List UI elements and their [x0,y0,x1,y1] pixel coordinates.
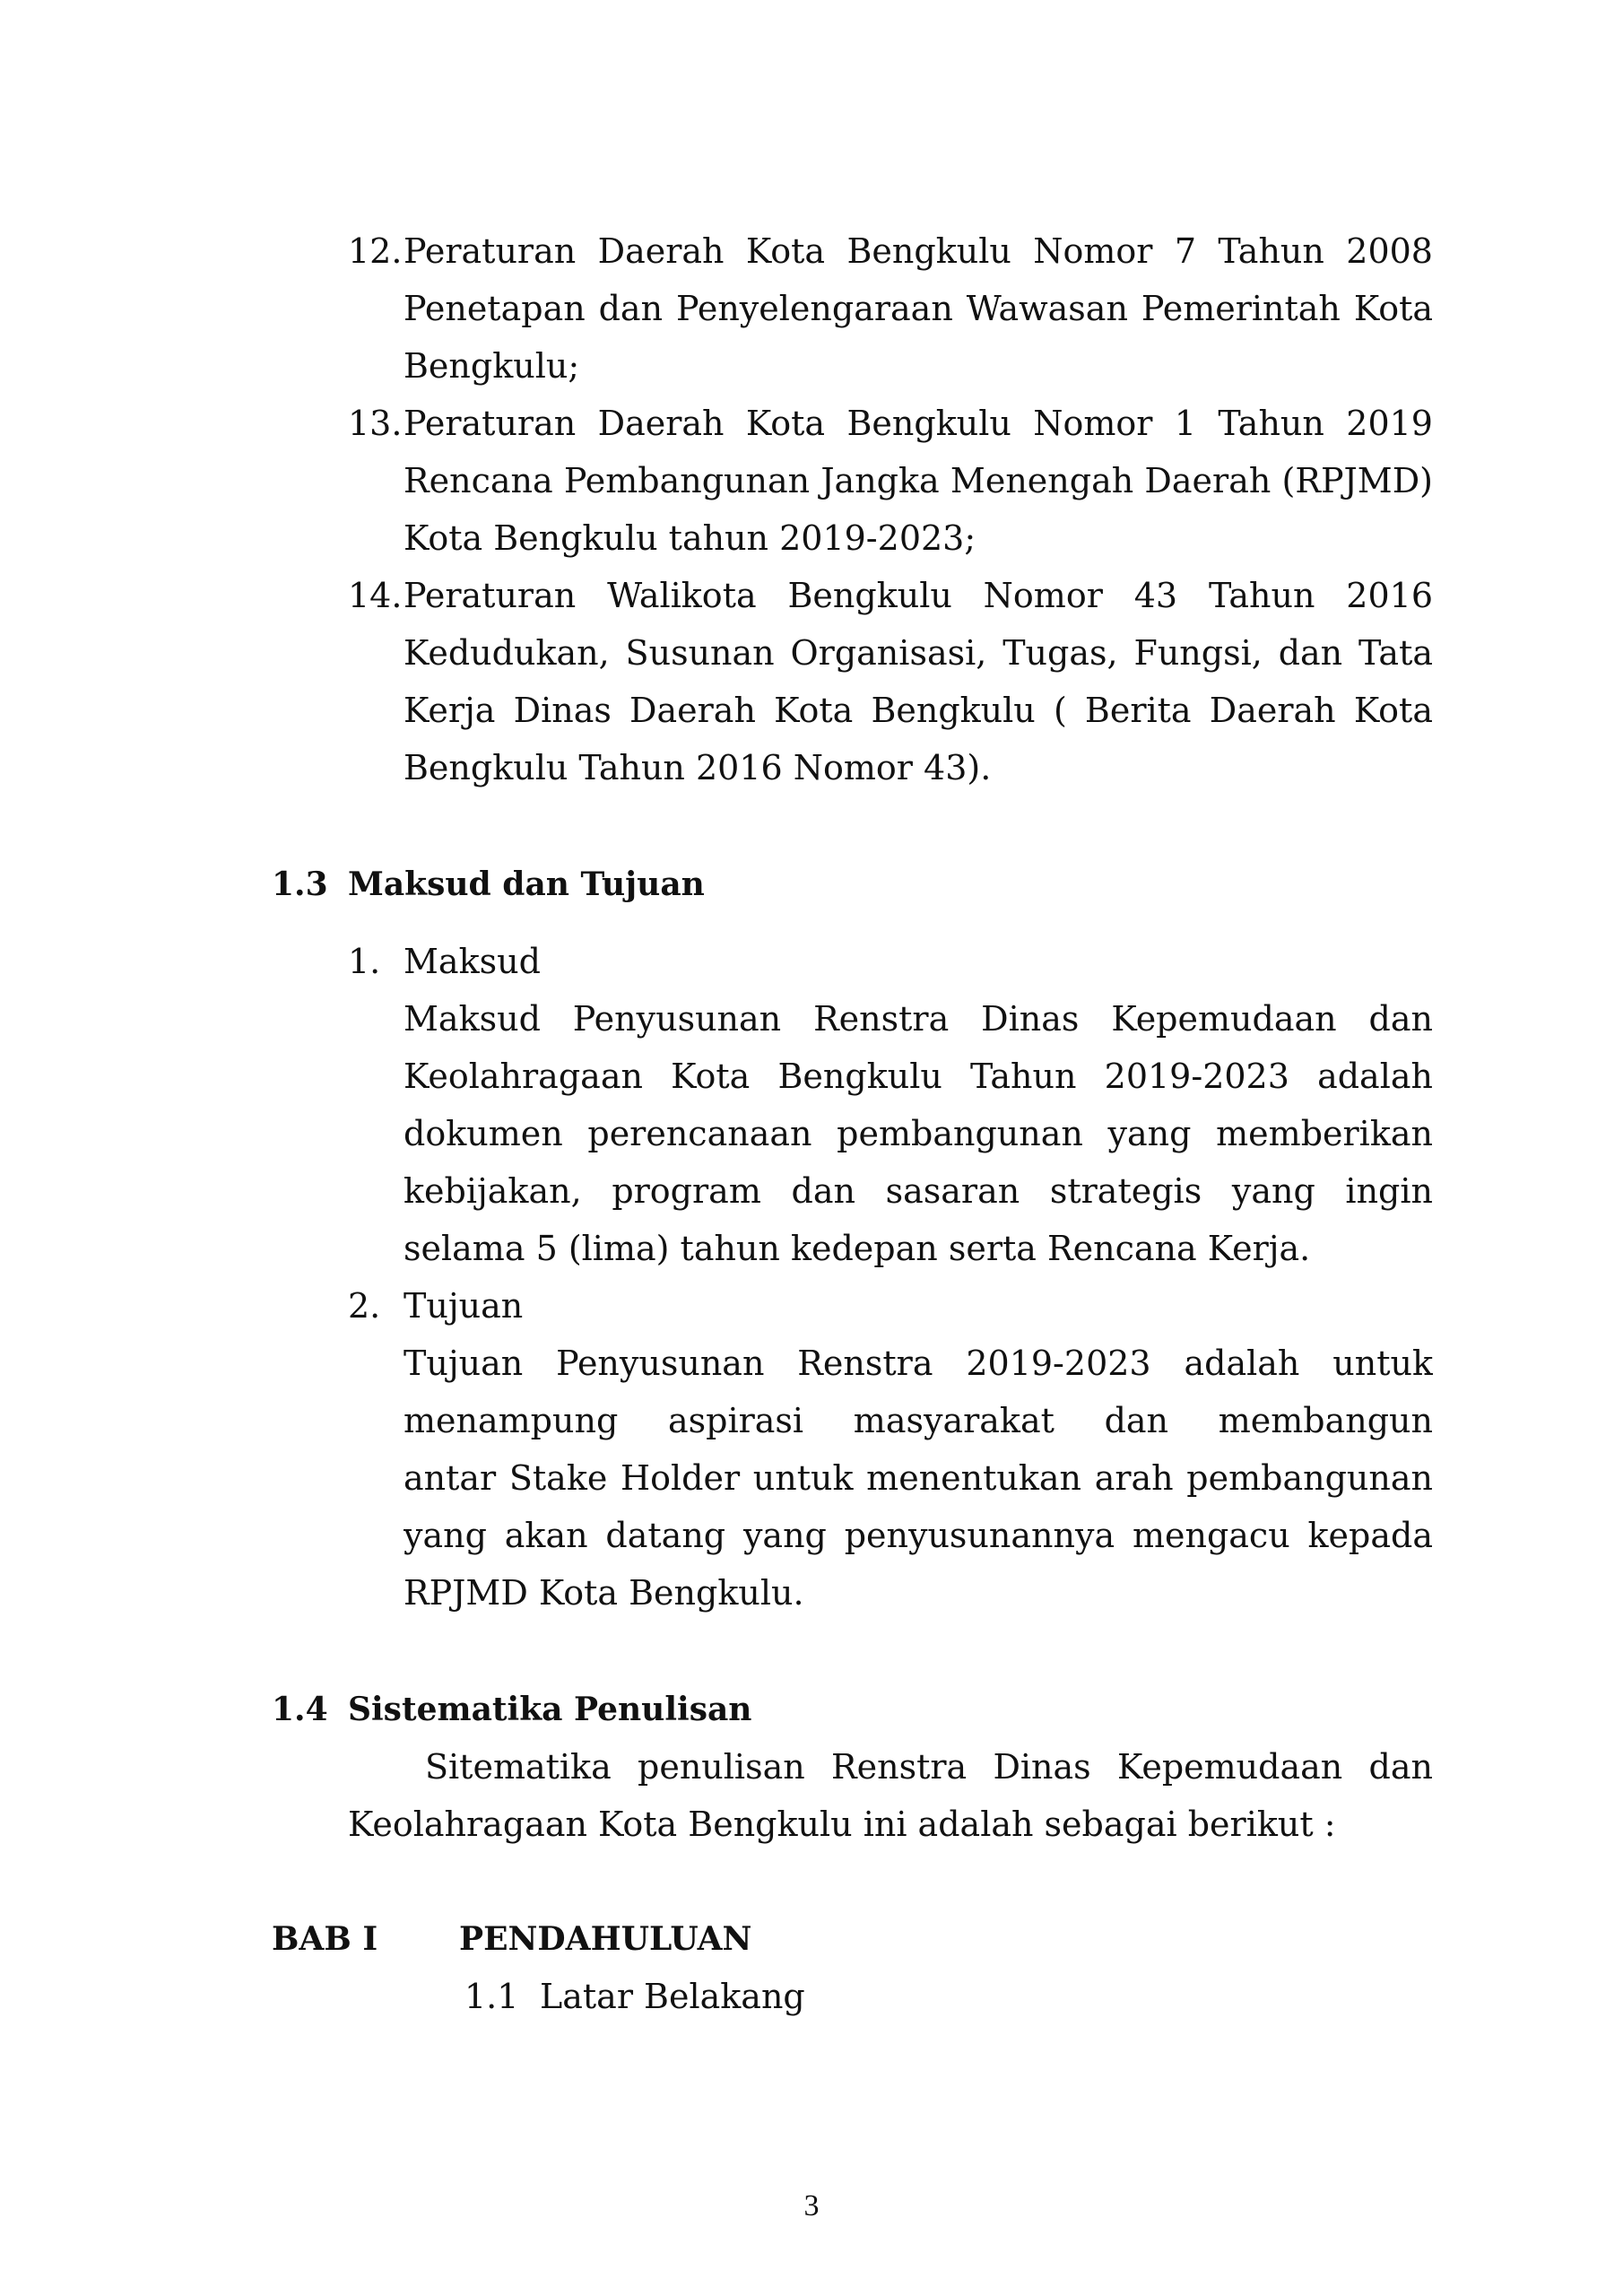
list-item-line: Kota Bengkulu tahun 2019-2023; [404,518,976,558]
list-item-number: 13. [348,404,403,443]
paragraph-line: antar Stake Holder untuk menentukan arah pembangunan [404,1458,1433,1498]
paragraph-line: Sitematika penulisan Renstra Dinas Kepemudaan dan [425,1747,1433,1787]
list-item-line: Bengkulu; [404,346,580,386]
section-title: Maksud dan Tujuan [348,865,705,903]
list-item-text [404,567,1433,796]
section-title: Sistematika Penulisan [348,1691,752,1728]
subsection-paragraph [404,990,1433,1277]
paragraph-line: Keolahragaan Kota Bengkulu ini adalah sebagai berikut : [348,1805,1336,1844]
list-item-number: 12. [348,231,403,271]
chapter-subsection-title: Latar Belakang [540,1977,805,2016]
section-paragraph [348,1738,1433,1853]
list-item-line: Bengkulu Tahun 2016 Nomor 43). [404,748,992,787]
section-number: 1.4 [272,1691,328,1728]
section-number: 1.3 [272,865,328,903]
paragraph-line: RPJMD Kota Bengkulu. [404,1573,804,1613]
subsection-paragraph [404,1335,1433,1622]
paragraph-line: Keolahragaan Kota Bengkulu Tahun 2019-2023 adalah [404,1057,1433,1096]
paragraph-line: menampung aspirasi masyarakat dan membangun [404,1401,1433,1440]
paragraph-line: Tujuan Penyusunan Renstra 2019-2023 adalah untuk [404,1344,1433,1383]
list-item-text [404,222,1433,395]
paragraph-line: Maksud Penyusunan Renstra Dinas Kepemudaan dan [404,999,1433,1039]
chapter-subsection-number: 1.1 [464,1977,519,2016]
list-item-line: Peraturan Daerah Kota Bengkulu Nomor 7 Tahun 2008 [404,231,1433,271]
list-item-line: Peraturan Daerah Kota Bengkulu Nomor 1 Tahun 2019 [404,404,1433,443]
list-item-line: Rencana Pembangunan Jangka Menengah Daerah (RPJMD) [404,461,1433,500]
paragraph-line: dokumen perencanaan pembangunan yang memberikan [404,1114,1433,1153]
page-number: 3 [803,2189,820,2222]
paragraph-line: kebijakan, program dan sasaran strategis yang ingin [404,1171,1433,1211]
chapter-label: BAB I [272,1920,378,1958]
subsection-number: 2. [348,1286,381,1326]
list-item-number: 14. [348,576,403,615]
subsection-title: Maksud [404,942,541,981]
list-item-line: Peraturan Walikota Bengkulu Nomor 43 Tahun 2016 [404,576,1433,615]
list-item-line: Kedudukan, Susunan Organisasi, Tugas, Fungsi, dan Tata [404,633,1433,673]
list-item-text [404,395,1433,567]
list-item-line: Penetapan dan Penyelengaraan Wawasan Pemerintah Kota [404,289,1433,328]
subsection-title: Tujuan [404,1286,524,1326]
paragraph-line: yang akan datang yang penyusunannya mengacu kepada [404,1516,1433,1555]
chapter-title: PENDAHULUAN [459,1920,752,1958]
list-item-line: Kerja Dinas Daerah Kota Bengkulu ( Berita Daerah Kota [404,691,1433,730]
paragraph-line: selama 5 (lima) tahun kedepan serta Rencana Kerja. [404,1229,1311,1268]
subsection-number: 1. [348,942,381,981]
